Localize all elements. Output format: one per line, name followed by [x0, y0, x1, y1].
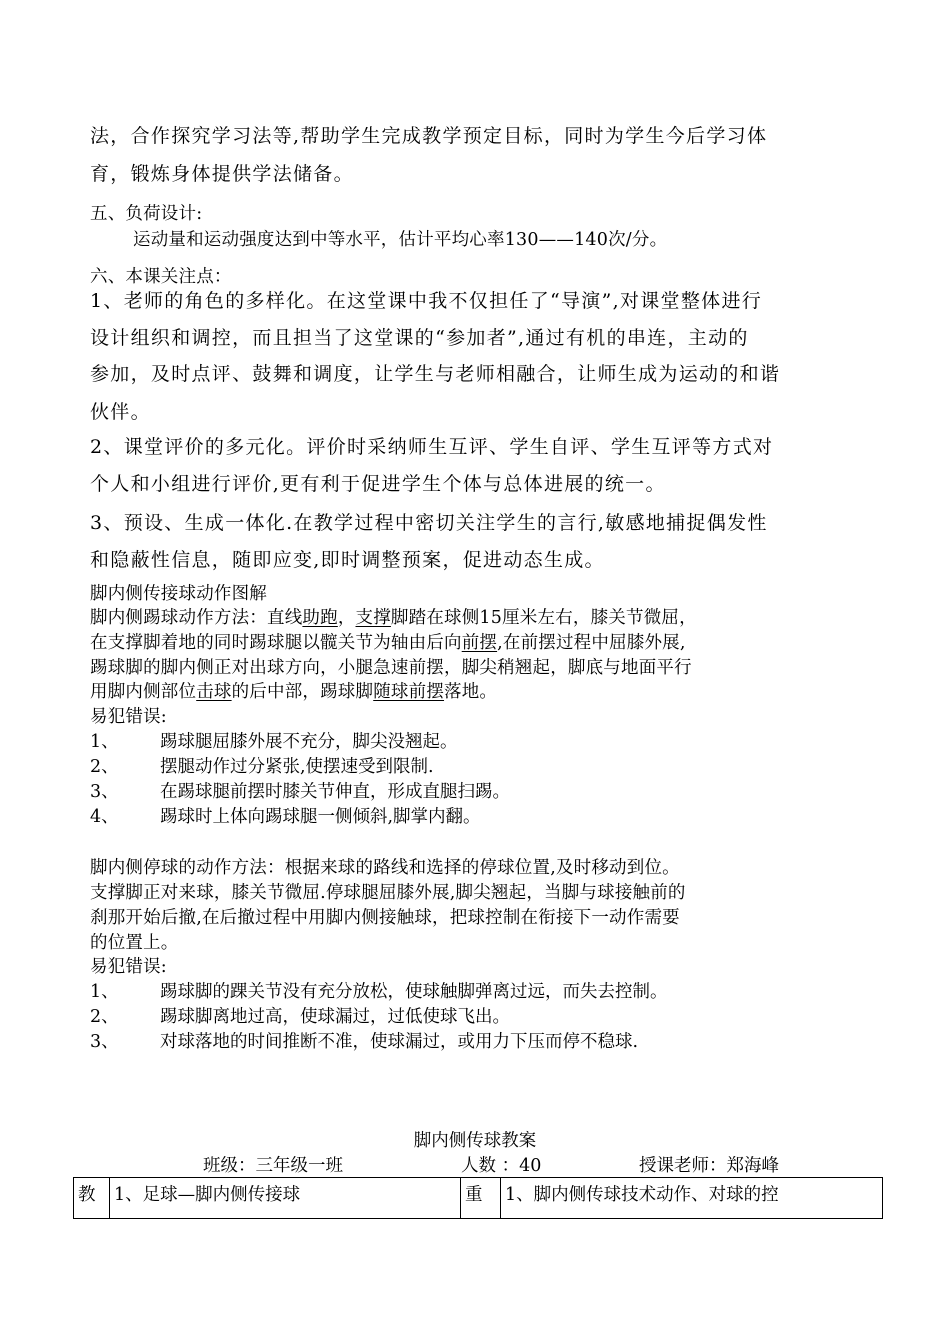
paragraph-line: 运动量和运动强度达到中等水平，估计平均心率130——140次/分。 — [133, 230, 668, 250]
list-item-number: 3、 — [90, 782, 119, 802]
paragraph-line: 2、课堂评价的多元化。评价时采纳师生互评、学生自评、学生互评等方式对 — [90, 436, 774, 458]
list-item-number: 2、 — [90, 1007, 119, 1027]
paragraph-line: 3、预设、生成一体化.在教学过程中密切关注学生的言行,敏感地捕捉偶发性 — [90, 512, 768, 534]
paragraph-line: 和隐蔽性信息，随即应变,即时调整预案，促进动态生成。 — [90, 549, 605, 571]
kick-line: 在支撑脚着地的同时踢球腿以髋关节为轴由后向前摆,在前摆过程中屈膝外展, — [90, 633, 686, 653]
paragraph-line: 个人和小组进行评价,更有利于促进学生个体与总体进展的统一。 — [90, 473, 666, 495]
section-heading: 五、负荷设计: — [90, 204, 203, 224]
paragraph-line: 1、老师的角色的多样化。在这堂课中我不仅担任了“导演”,对课堂整体进行 — [90, 290, 763, 312]
stop-line: 脚内侧停球的动作方法：根据来球的路线和选择的停球位置,及时移动到位。 — [90, 858, 680, 878]
kick-line: 用脚内侧部位击球的后中部，踢球脚随球前摆落地。 — [90, 682, 498, 702]
list-item-number: 1、 — [90, 732, 119, 752]
list-item: 踢球时上体向踢球腿一侧倾斜,脚掌内翻。 — [160, 807, 481, 827]
list-item: 在踢球腿前摆时膝关节伸直，形成直腿扫踢。 — [160, 782, 510, 802]
stop-line: 的位置上。 — [90, 933, 179, 953]
class-info: 班级：三年级一班 — [203, 1156, 343, 1176]
table-cell: 1、足球—脚内侧传接球 — [110, 1178, 461, 1219]
lesson-table — [73, 1177, 883, 1219]
list-item-number: 4、 — [90, 807, 119, 827]
list-item: 摆腿动作过分紧张,使摆速受到限制. — [160, 757, 434, 777]
list-item: 踢球脚离地过高，使球漏过，过低使球飞出。 — [160, 1007, 510, 1027]
paragraph-line: 伙伴。 — [90, 401, 151, 423]
count-info: 人数 ：40 — [461, 1156, 542, 1176]
paragraph-line: 参加，及时点评、鼓舞和调度，让学生与老师相融合，让师生成为运动的和谐 — [90, 363, 781, 385]
table-cell: 教 — [74, 1178, 110, 1219]
list-item-number: 3、 — [90, 1032, 119, 1052]
paragraph-line: 法，合作探究学习法等,帮助学生完成教学预定目标，同时为学生今后学习体 — [90, 125, 768, 147]
table-row — [74, 1178, 883, 1219]
table-cell: 重 — [461, 1178, 501, 1219]
teacher-info: 授课老师：郑海峰 — [639, 1156, 779, 1176]
section-heading: 六、本课关注点： — [90, 267, 232, 287]
stop-line: 支撑脚正对来球，膝关节微屈.停球腿屈膝外展,脚尖翘起，当脚与球接触前的 — [90, 883, 686, 903]
list-item: 对球落地的时间推断不准，使球漏过，或用力下压而停不稳球. — [160, 1032, 639, 1052]
list-item-number: 2、 — [90, 757, 119, 777]
table-cell: 1、脚内侧传球技术动作、对球的控 — [501, 1178, 883, 1219]
kick-line: 踢球脚的脚内侧正对出球方向，小腿急速前摆，脚尖稍翘起，脚底与地面平行 — [90, 658, 692, 678]
lesson-title: 脚内侧传球教案 — [413, 1131, 537, 1151]
list-item: 踢球脚的踝关节没有充分放松，使球触脚弹离过远，而失去控制。 — [160, 982, 668, 1002]
kick-errors-heading: 易犯错误: — [90, 707, 167, 727]
kick-title: 脚内侧传接球动作图解 — [90, 584, 267, 604]
list-item-number: 1、 — [90, 982, 119, 1002]
stop-errors-heading: 易犯错误: — [90, 957, 167, 977]
paragraph-line: 育，锻炼身体提供学法储备。 — [90, 163, 354, 185]
kick-line: 脚内侧踢球动作方法：直线助跑，支撑脚踏在球侧15厘米左右，膝关节微屈， — [90, 608, 697, 628]
stop-line: 刹那开始后撤,在后撤过程中用脚内侧接触球，把球控制在衔接下一动作需要 — [90, 908, 680, 928]
paragraph-line: 设计组织和调控，而且担当了这堂课的“参加者”,通过有机的串连，主动的 — [90, 327, 749, 349]
list-item: 踢球腿屈膝外展不充分，脚尖没翘起。 — [160, 732, 458, 752]
